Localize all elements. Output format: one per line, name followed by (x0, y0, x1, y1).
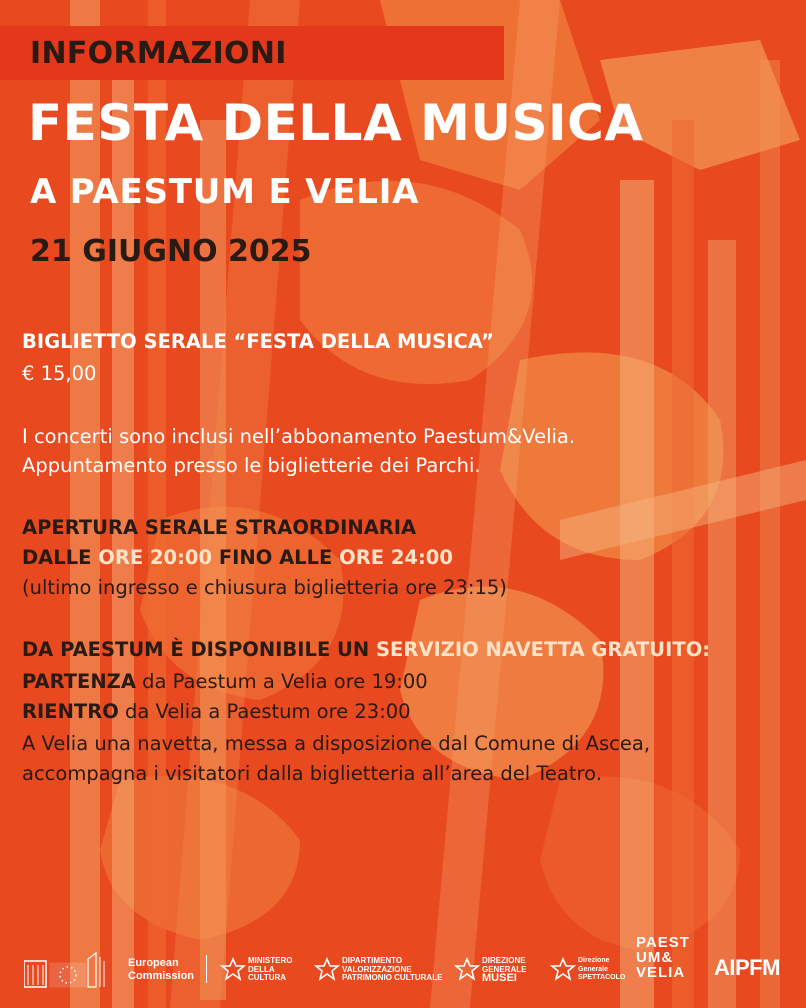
departure-text: da Paestum a Velia ore 19:00 (142, 670, 428, 693)
opening-to-label: FINO ALLE (218, 546, 333, 569)
shuttle-heading-a: DA PAESTUM È DISPONIBILE UN (22, 638, 370, 661)
ticket-price: € 15,00 (22, 362, 97, 385)
mic-musei-logo (454, 957, 480, 986)
ticket-heading: BIGLIETTO SERALE “FESTA DELLA MUSICA” (22, 330, 494, 353)
mic3-line-1: DIREZIONE (482, 956, 526, 965)
logos-footer (0, 935, 806, 995)
subtitle: A PAESTUM E VELIA (30, 172, 420, 212)
mic-musei-text (482, 957, 526, 983)
mic4-line-1: Direzione (578, 957, 610, 964)
opening-note: (ultimo ingresso e chiusura biglietteria ore 23:15) (22, 576, 507, 599)
event-date: 21 GIUGNO 2025 (30, 234, 312, 269)
ec-building-icon (24, 951, 124, 994)
opening-from-label: DALLE (22, 546, 92, 569)
pv-line-2: UM& (636, 949, 674, 966)
aipfm-logo: AIPFM (714, 955, 780, 980)
mic-spettacolo-logo (550, 957, 576, 986)
opening-to-time: ORE 24:00 (339, 546, 453, 569)
ec-logo-text (128, 957, 194, 983)
shuttle-departure (22, 670, 428, 693)
departure-label: PARTENZA (22, 670, 136, 693)
shuttle-heading (22, 638, 710, 661)
mic-star-icon (220, 957, 246, 981)
mic-dipartimento-logo (314, 957, 340, 986)
info-line-1: I concerti sono inclusi nell’abbonamento Paestum&Velia. (22, 425, 576, 448)
mic3-line-3: MUSEI (482, 972, 517, 984)
mic-ministero-text (248, 957, 292, 983)
paestum-velia-logo (636, 935, 690, 980)
page-title: FESTA DELLA MUSICA (28, 94, 644, 152)
opening-hours (22, 546, 453, 569)
mic2-line-2: VALORIZZAZIONE (342, 964, 412, 974)
shuttle-line-2: accompagna i visitatori dalla biglietteria all’area del Teatro. (22, 762, 602, 785)
mic-spettacolo-text (578, 957, 625, 983)
mic1-line-1: MINISTERO (248, 956, 293, 965)
mic1-line-2: DELLA (248, 964, 275, 974)
mic2-line-3: PATRIMONIO CULTURALE (342, 973, 443, 982)
mic4-line-3: SPETTACOLO (578, 974, 626, 981)
mic2-line-1: DIPARTIMENTO (342, 956, 403, 965)
mic-dipartimento-text (342, 957, 442, 983)
mic-star-icon (550, 957, 576, 981)
opening-heading: APERTURA SERALE STRAORDINARIA (22, 516, 417, 539)
mic3-line-2: GENERALE (482, 964, 527, 974)
return-text: da Velia a Paestum ore 23:00 (125, 700, 411, 723)
mic4-line-2: Generale (578, 965, 608, 973)
mic-ministero-logo (220, 957, 246, 986)
shuttle-return (22, 700, 411, 723)
mic-star-icon (454, 957, 480, 981)
header-label: INFORMAZIONI (30, 36, 287, 71)
shuttle-heading-b: SERVIZIO NAVETTA GRATUITO: (376, 638, 711, 661)
return-label: RIENTRO (22, 700, 119, 723)
logo-divider (206, 955, 207, 983)
mic1-line-3: CULTURA (248, 973, 287, 982)
pv-line-3: VELIA (636, 964, 686, 981)
info-line-2: Appuntamento presso le biglietterie dei Parchi. (22, 454, 481, 477)
ec-line-2: Commission (128, 970, 195, 982)
shuttle-line-1: A Velia una navetta, messa a disposizione dal Comune di Ascea, (22, 732, 651, 755)
pv-line-1: PAEST (636, 934, 690, 951)
mic-star-icon (314, 957, 340, 981)
opening-from-time: ORE 20:00 (98, 546, 213, 569)
ec-line-1: European (128, 957, 179, 969)
